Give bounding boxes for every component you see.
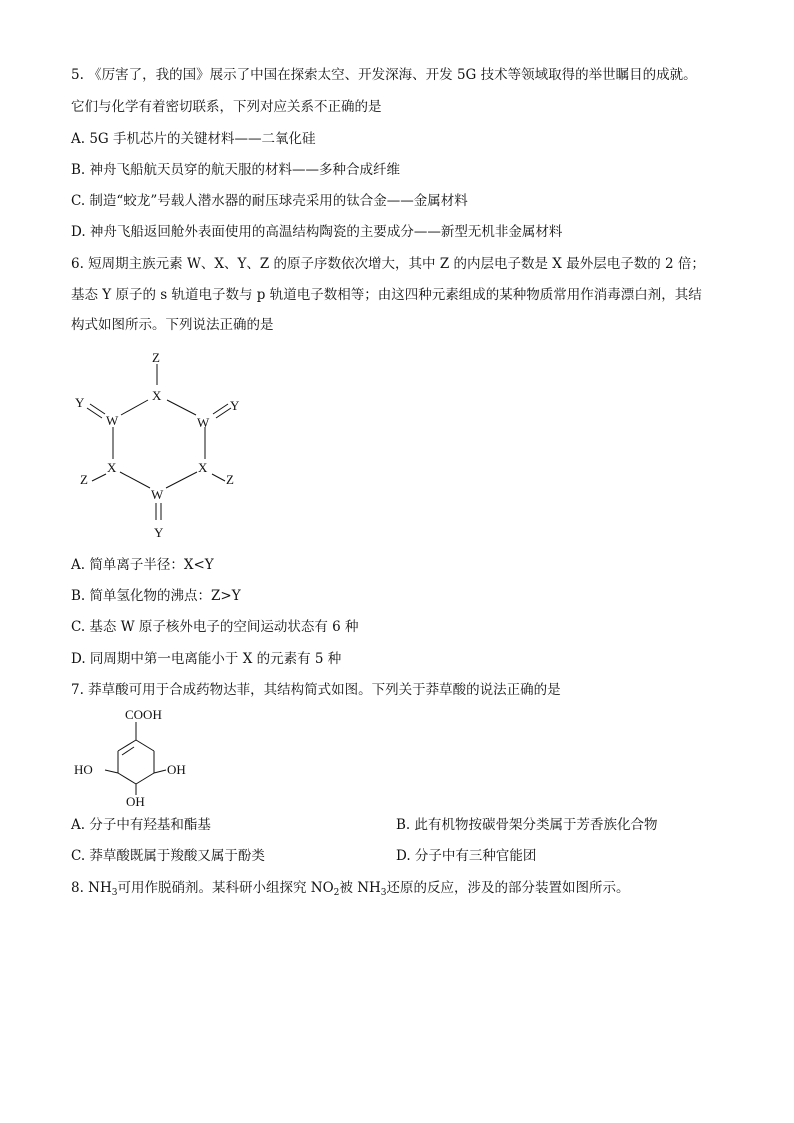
q5-option-c: C. 制造“蛟龙”号载人潜水器的耐压球壳采用的钛合金——金属材料: [71, 193, 468, 209]
q8-sub-2: 2: [333, 888, 340, 898]
atom-z-left: Z: [80, 472, 88, 487]
atom-y-bottom: Y: [154, 525, 164, 540]
atom-z-right: Z: [226, 472, 234, 487]
q5-stem-line2: 它们与化学有着密切联系，下列对应关系不正确的是: [71, 99, 382, 115]
q6-option-c: C. 基态 W 原子核外电子的空间运动状态有 6 种: [71, 619, 359, 635]
cooh-label: COOH: [125, 707, 162, 722]
q7-stem: 7. 莽草酸可用于合成药物达菲，其结构简式如图。下列关于莽草酸的说法正确的是: [71, 682, 561, 698]
q8-stem: [71, 879, 630, 897]
atom-x-left: X: [107, 460, 117, 475]
q7-option-c: C. 莽草酸既属于羧酸又属于酚类: [71, 848, 265, 864]
atom-y-left: Y: [75, 395, 85, 410]
q7-option-d: D. 分子中有三种官能团: [396, 848, 537, 864]
atom-w-left: W: [106, 413, 119, 428]
q8-text-3: 被 NH: [339, 880, 381, 896]
q6-stem-line3: 构式如图所示。下列说法正确的是: [71, 317, 274, 333]
q8-sub-1: 3: [111, 888, 118, 898]
q8-text-2: 可用作脱硝剂。某科研小组探究 NO: [117, 880, 334, 896]
q6-stem-line1: 6. 短周期主族元素 W、X、Y、Z 的原子序数依次增大，其中 Z 的内层电子数是 X 最外层电子数的 2 倍；: [71, 256, 705, 272]
atom-w-right: W: [197, 415, 210, 430]
q8-text-1: 8. NH: [71, 880, 112, 896]
q5-option-b: B. 神舟飞船航天员穿的航天服的材料——多种合成纤维: [71, 162, 401, 178]
q6-option-a: A. 简单离子半径：X<Y: [71, 557, 214, 573]
atom-z-top: Z: [152, 350, 160, 365]
q6-option-d: D. 同周期中第一电离能小于 X 的元素有 5 种: [71, 651, 342, 667]
oh-right-label: OH: [167, 762, 186, 777]
oh-bottom-label: OH: [126, 794, 145, 809]
q7-option-b: B. 此有机物按碳骨架分类属于芳香族化合物: [396, 817, 658, 833]
atom-x-right: X: [198, 460, 208, 475]
ho-left-label: HO: [74, 762, 93, 777]
q5-option-a: A. 5G 手机芯片的关键材料——二氧化硅: [71, 131, 316, 147]
q8-sub-3: 3: [380, 888, 387, 898]
atom-x-top: X: [152, 388, 162, 403]
q6-stem-line2: 基态 Y 原子的 s 轨道电子数与 p 轨道电子数相等；由这四种元素组成的某种物质常用作消毒漂白剂，其结: [71, 287, 702, 303]
atom-w-bottom: W: [151, 487, 164, 502]
q8-text-4: 还原的反应，涉及的部分装置如图所示。: [386, 880, 630, 896]
q5-option-d: D. 神舟飞船返回舱外表面使用的高温结构陶瓷的主要成分——新型无机非金属材料: [71, 224, 563, 240]
q6-option-b: B. 简单氢化物的沸点：Z>Y: [71, 588, 241, 604]
atom-y-right: Y: [230, 398, 240, 413]
q7-option-a: A. 分子中有羟基和酯基: [71, 817, 211, 833]
q5-stem-line1: 5. 《厉害了，我的国》展示了中国在探索太空、开发深海、开发 5G 技术等领域取得的举世瞩目的成就。: [71, 67, 697, 83]
